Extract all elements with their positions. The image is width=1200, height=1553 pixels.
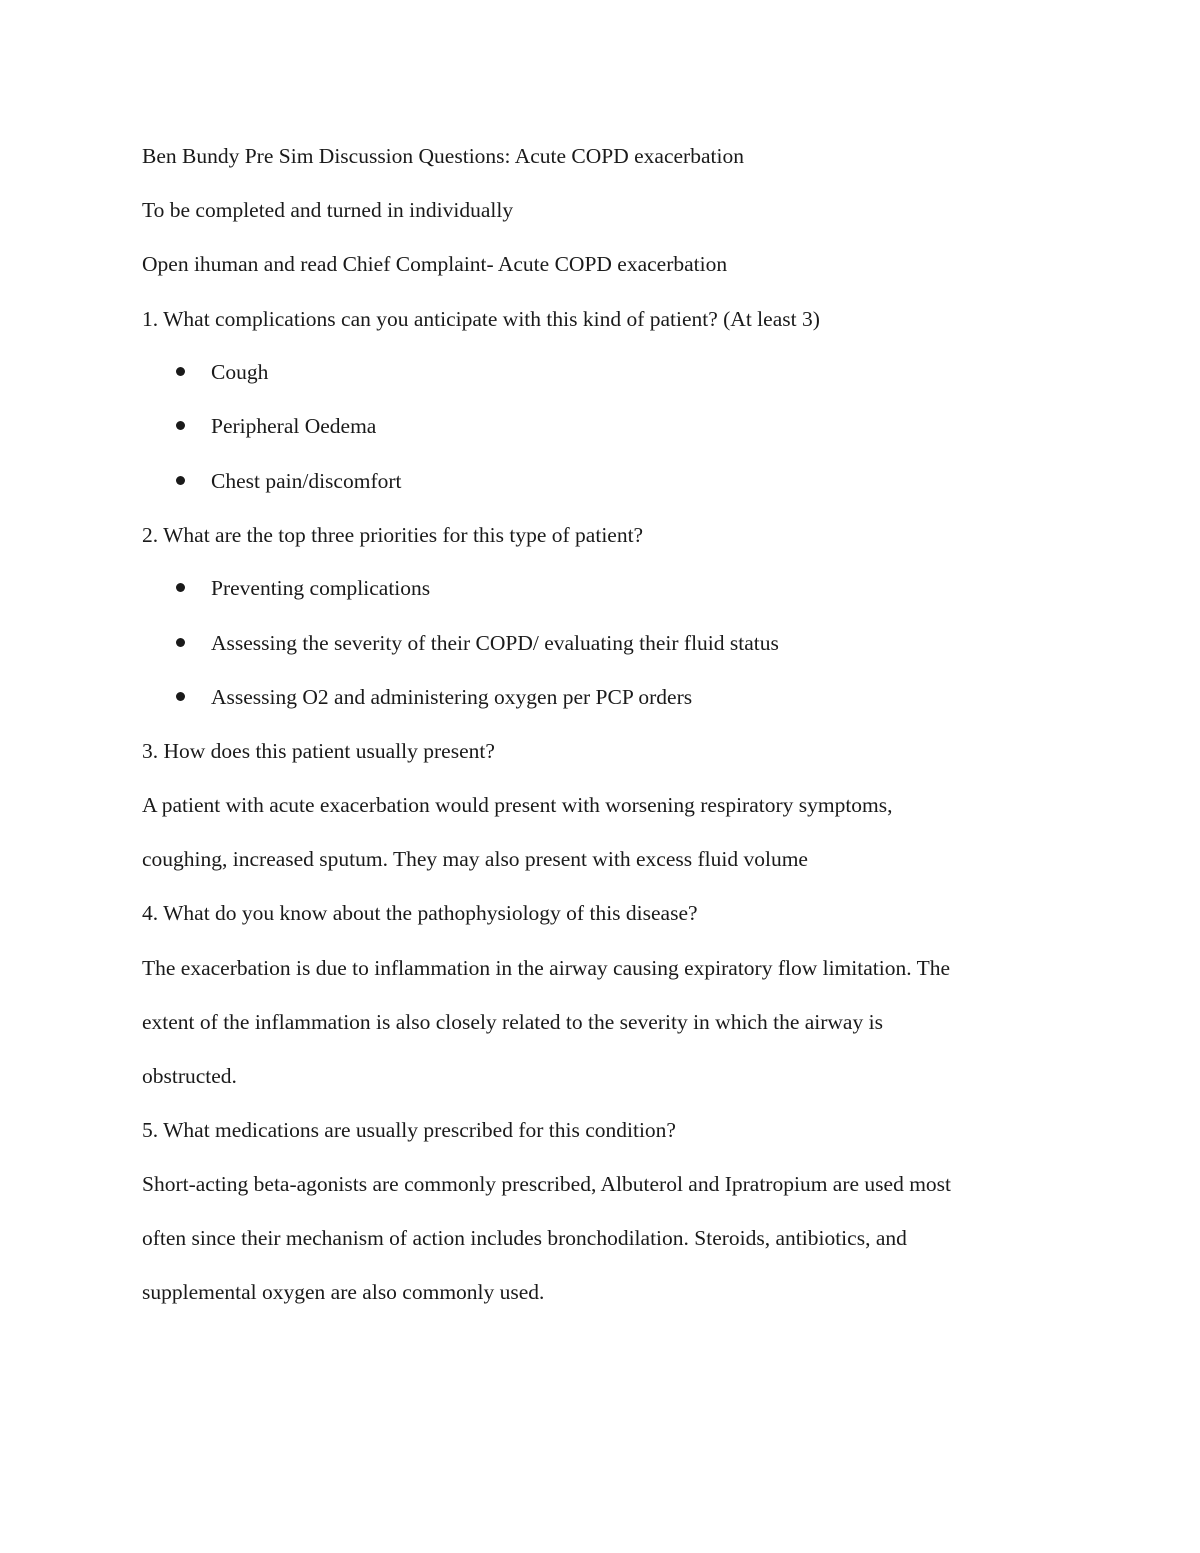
answer-bullet: Peripheral Oedema: [211, 414, 377, 438]
answer-line: obstructed.: [142, 1064, 237, 1088]
bullet-icon: [176, 367, 185, 376]
instruction-line: To be completed and turned in individually: [142, 198, 514, 222]
answer-line: A patient with acute exacerbation would present with worsening respiratory symptoms,: [142, 793, 893, 817]
answer-line: supplemental oxygen are also commonly used.: [142, 1280, 545, 1304]
question-5: 5. What medications are usually prescribed for this condition?: [142, 1118, 676, 1142]
answer-line: often since their mechanism of action includes bronchodilation. Steroids, antibiotics, and: [142, 1226, 907, 1250]
question-3: 3. How does this patient usually present?: [142, 739, 495, 763]
answer-line: The exacerbation is due to inflammation in the airway causing expiratory flow limitation. The: [142, 956, 951, 980]
instruction-line: Open ihuman and read Chief Complaint- Acute COPD exacerbation: [142, 252, 728, 276]
question-1: 1. What complications can you anticipate with this kind of patient? (At least 3): [142, 307, 820, 331]
answer-bullet: Chest pain/discomfort: [211, 469, 402, 493]
answer-bullet: Assessing O2 and administering oxygen per PCP orders: [211, 685, 693, 709]
bullet-icon: [176, 476, 185, 485]
answer-line: Short-acting beta-agonists are commonly prescribed, Albuterol and Ipratropium are used most: [142, 1172, 952, 1196]
bullet-icon: [176, 692, 185, 701]
bullet-icon: [176, 421, 185, 430]
answer-line: extent of the inflammation is also closely related to the severity in which the airway is: [142, 1010, 883, 1034]
question-4: 4. What do you know about the pathophysiology of this disease?: [142, 901, 698, 925]
question-2: 2. What are the top three priorities for this type of patient?: [142, 523, 644, 547]
bullet-icon: [176, 583, 185, 592]
answer-bullet: Preventing complications: [211, 576, 431, 600]
answer-bullet: Cough: [211, 360, 269, 384]
answer-line: coughing, increased sputum. They may also present with excess fluid volume: [142, 847, 808, 871]
document-title: Ben Bundy Pre Sim Discussion Questions: Acute COPD exacerbation: [142, 144, 744, 168]
bullet-icon: [176, 638, 185, 647]
answer-bullet: Assessing the severity of their COPD/ evaluating their fluid status: [211, 631, 779, 655]
